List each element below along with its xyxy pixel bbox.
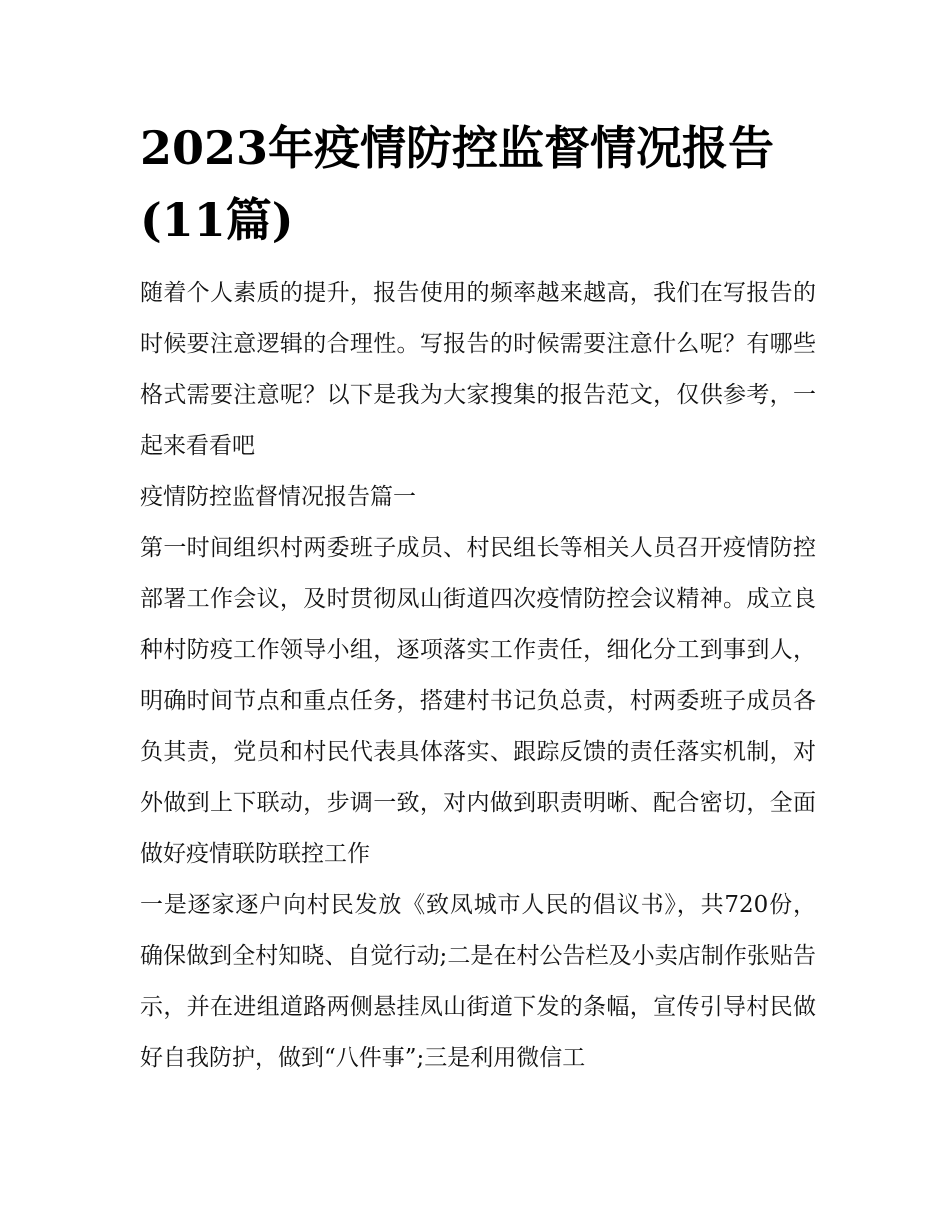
document-body xyxy=(140,112,816,1084)
body-paragraph-1: 第一时间组织村两委班子成员、村民组长等相关人员召开疫情防控部署工作会议，及时贯彻凤山街道四次疫情防控会议精神。成立良种村防疫工作领导小组，逐项落实工作责任，细化分工到事到人，明确时间节点和重点任务，搭建村书记负总责，村两委班子成员各负其责，党员和村民代表具体落实、跟踪反馈的责任落实机制，对外做到上下联动，步调一致，对内做到职责明晰、配合密切，全面做好疫情联防联控工作 xyxy=(140,535,816,867)
document-title: 2023年疫情防控监督情况报告(11篇) xyxy=(140,121,775,247)
document-text xyxy=(140,268,816,1084)
body-paragraph-2: 一是逐家逐户向村民发放《致凤城市人民的倡议书》，共720份，确保做到全村知晓、自觉行动;二是在村公告栏及小卖店制作张贴告示，并在进组道路两侧悬挂凤山街道下发的条幅，宣传引导村民做好自我防护，做到“八件事”;三是利用微信工 xyxy=(140,892,816,1071)
section-heading: 疫情防控监督情况报告篇一 xyxy=(140,484,416,510)
intro-paragraph: 随着个人素质的提升，报告使用的频率越来越高，我们在写报告的时候要注意逻辑的合理性。写报告的时候需要注意什么呢？有哪些格式需要注意呢？以下是我为大家搜集的报告范文，仅供参考，一起来看看吧 xyxy=(140,280,816,459)
